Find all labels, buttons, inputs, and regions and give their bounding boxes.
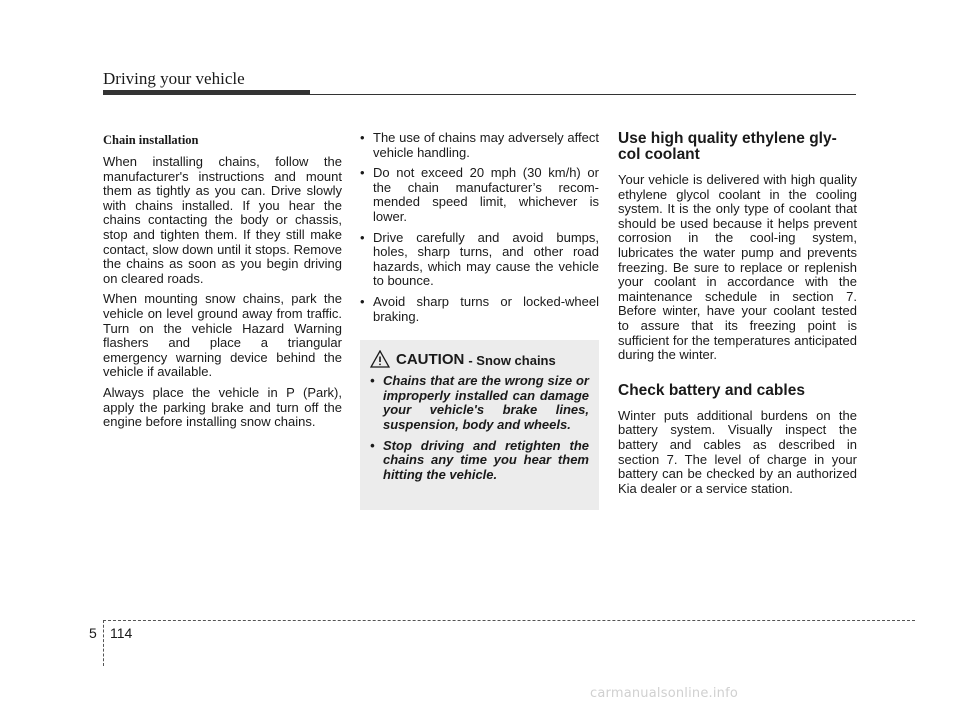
caution-header [370,350,589,368]
caution-item: • Chains that are the wrong size or improperly installed can damage your vehicle's brake lines, suspension, body and wheels. [370,373,589,432]
header-rule-thin [310,94,856,95]
column-left [103,130,342,436]
chapter-number: 5 [89,625,97,641]
list-item: • Drive carefully and avoid bumps, holes, sharp turns, and other road hazards, which may cause the vehicle to bounce. [360,229,599,289]
chain-installation-subhead: Chain installation [103,133,199,147]
page-header-title: Driving your vehicle [103,69,245,88]
caution-list [370,374,589,482]
battery-heading: Check battery and cables [618,381,805,399]
column-middle [360,131,599,510]
list-item: • Do not exceed 20 mph (30 km/h) or the chain manufacturer’s recom-mended speed limit, whichever is lower. [360,165,599,224]
list-item: • Avoid sharp turns or locked-wheel braking. [360,293,599,324]
watermark: carmanualsonline.info [590,686,739,701]
footer-divider [103,620,104,666]
caution-box [360,340,599,510]
footer-rule [103,620,915,621]
warning-triangle-icon [370,350,390,368]
paragraph: When mounting snow chains, park the vehicle on level ground away from traffic. Turn on the vehicle Hazard Warning flashers and place a triangular emergency warning device behind the vehicle if available. [103,291,342,380]
chain-tips-list [360,131,599,324]
coolant-heading: Use high quality ethylene gly-col coolant [618,130,837,163]
caution-item: • Stop driving and retighten the chains any time you hear them hitting the vehicle. [370,437,589,482]
caution-subtitle: - Snow chains [468,353,556,369]
column-right [618,131,857,502]
paragraph: Always place the vehicle in P (Park), apply the parking brake and turn off the engine before installing snow chains. [103,384,342,430]
list-item: • The use of chains may adversely affect vehicle handling. [360,130,599,160]
header-rule-thick [103,90,310,95]
caution-title: CAUTION [396,351,465,369]
battery-paragraph: Winter puts additional burdens on the battery system. Visually inspect the battery and cables as described in section 7. The level of charge in your battery can be checked by an authorized Kia dealer or a service station. [618,407,857,496]
paragraph: When installing chains, follow the manufacturer's instructions and mount them as tightly as you can. Drive slowly with chains installed. If you hear the chains contacting the body or chassis, stop and tighten them. If they still make contact, slow down until it stops. Remove the chains as soon as you begin driving on cleared roads. [103,154,342,286]
page-number: 114 [110,625,133,641]
coolant-paragraph: Your vehicle is delivered with high quality ethylene glycol coolant in the cooling system. It is the only type of coolant that should be used because it helps prevent corrosion in the cool-ing system, lubricates the water pump and prevents freezing. Be sure to replace or replenish your coolant in accordance with the maintenance schedule in section 7. Before winter, have your coolant tested to assure that its freezing point is sufficient for the temperatures anticipated during the winter. [618,172,857,363]
